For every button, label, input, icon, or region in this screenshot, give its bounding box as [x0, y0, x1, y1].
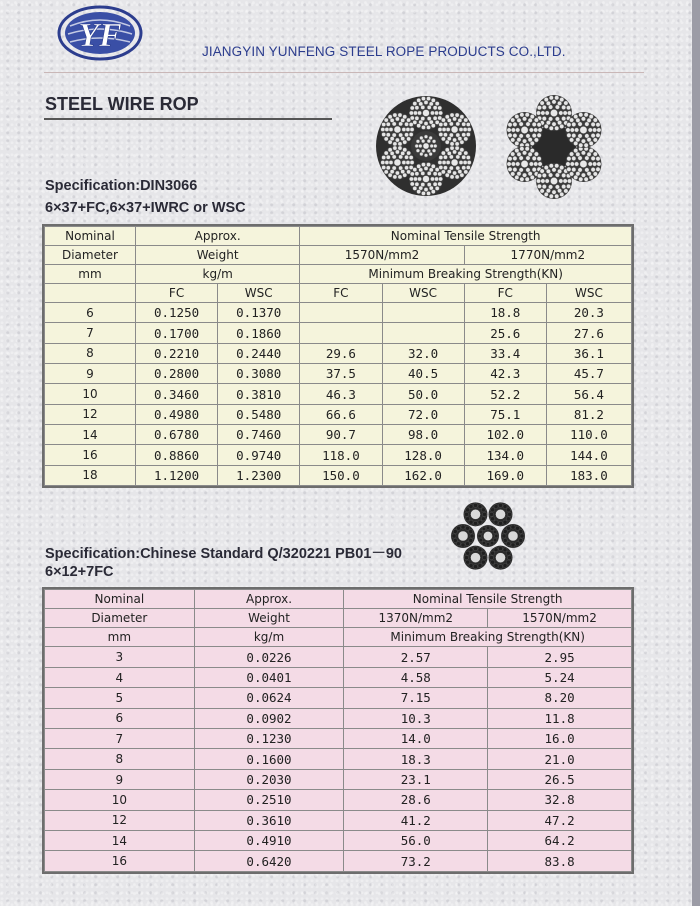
header-grade-1570: 1570N/mm2	[488, 609, 632, 628]
value-cell: 23.1	[344, 769, 488, 789]
header-divider	[44, 72, 644, 73]
value-cell: 0.3080	[218, 364, 300, 384]
diameter-cell: 10	[45, 384, 136, 404]
table2-spec-label: Specification:Chinese Standard Q/320221 PB01－90	[45, 546, 402, 562]
table-row	[45, 303, 632, 323]
table1-construction-label: 6×37+FC,6×37+IWRC or WSC	[45, 200, 246, 216]
value-cell: 56.4	[546, 384, 631, 404]
value-cell: 1.2300	[218, 465, 300, 485]
value-cell: 66.6	[300, 404, 382, 424]
header-nominal: Nominal	[45, 227, 136, 246]
value-cell: 1.1200	[135, 465, 217, 485]
value-cell: 28.6	[344, 790, 488, 810]
value-cell: 0.7460	[218, 425, 300, 445]
value-cell: 0.0624	[194, 688, 344, 708]
diameter-cell: 7	[45, 729, 195, 749]
value-cell: 144.0	[546, 445, 631, 465]
value-cell: 10.3	[344, 708, 488, 728]
value-cell: 0.4910	[194, 831, 344, 851]
company-logo	[56, 4, 144, 62]
table-row	[45, 749, 632, 769]
table-row	[45, 667, 632, 687]
diameter-cell: 3	[45, 647, 195, 667]
header-sub: WSC	[382, 284, 464, 303]
value-cell: 183.0	[546, 465, 631, 485]
table-row	[45, 647, 632, 667]
value-cell: 29.6	[300, 343, 382, 363]
value-cell: 0.6780	[135, 425, 217, 445]
value-cell: 16.0	[488, 729, 632, 749]
table-row	[45, 831, 632, 851]
diameter-cell: 12	[45, 810, 195, 830]
value-cell: 45.7	[546, 364, 631, 384]
value-cell: 0.3610	[194, 810, 344, 830]
header-grade-1570: 1570N/mm2	[300, 246, 464, 265]
value-cell: 25.6	[464, 323, 546, 343]
value-cell: 90.7	[300, 425, 382, 445]
value-cell: 46.3	[300, 384, 382, 404]
rope-section-fc-image	[496, 94, 612, 200]
header-tensile-strength: Nominal Tensile Strength	[300, 227, 632, 246]
value-cell: 0.4980	[135, 404, 217, 424]
value-cell: 73.2	[344, 851, 488, 872]
value-cell: 2.57	[344, 647, 488, 667]
diameter-cell: 7	[45, 323, 136, 343]
value-cell: 75.1	[464, 404, 546, 424]
value-cell: 18.3	[344, 749, 488, 769]
diameter-cell: 12	[45, 404, 136, 424]
company-name: JIANGYIN YUNFENG STEEL ROPE PRODUCTS CO.,LTD.	[202, 44, 566, 59]
header-tensile-strength: Nominal Tensile Strength	[344, 590, 632, 609]
table-row	[45, 810, 632, 830]
value-cell: 0.8860	[135, 445, 217, 465]
q320221-table	[42, 587, 634, 874]
value-cell: 0.3460	[135, 384, 217, 404]
value-cell: 0.9740	[218, 445, 300, 465]
diameter-cell: 5	[45, 688, 195, 708]
value-cell: 56.0	[344, 831, 488, 851]
value-cell: 0.6420	[194, 851, 344, 872]
header-sub: WSC	[546, 284, 631, 303]
header-weight: Weight	[135, 246, 299, 265]
value-cell: 0.0226	[194, 647, 344, 667]
header-nominal: Nominal	[45, 590, 195, 609]
product-title: STEEL WIRE ROP	[45, 94, 199, 114]
value-cell: 47.2	[488, 810, 632, 830]
diameter-cell: 8	[45, 343, 136, 363]
value-cell: 169.0	[464, 465, 546, 485]
header-unit-mm: mm	[45, 265, 136, 284]
diameter-cell: 16	[45, 445, 136, 465]
value-cell: 98.0	[382, 425, 464, 445]
value-cell: 32.0	[382, 343, 464, 363]
header-approx: Approx.	[135, 227, 299, 246]
value-cell: 102.0	[464, 425, 546, 445]
table-row	[45, 729, 632, 749]
value-cell	[300, 323, 382, 343]
header-unit-kgm: kg/m	[135, 265, 299, 284]
header-grade-1770: 1770N/mm2	[464, 246, 631, 265]
table-row	[45, 384, 632, 404]
table1-spec-label: Specification:DIN3066	[45, 178, 198, 194]
value-cell: 0.1370	[218, 303, 300, 323]
header-min-breaking: Minimum Breaking Strength(KN)	[344, 628, 632, 647]
value-cell: 150.0	[300, 465, 382, 485]
value-cell: 0.1700	[135, 323, 217, 343]
table-row	[45, 323, 632, 343]
value-cell: 0.3810	[218, 384, 300, 404]
header-sub: FC	[464, 284, 546, 303]
header-sub: WSC	[218, 284, 300, 303]
header-unit-mm: mm	[45, 628, 195, 647]
din3066-table	[42, 224, 634, 488]
table-row	[45, 364, 632, 384]
diameter-cell: 9	[45, 769, 195, 789]
table-row	[45, 425, 632, 445]
value-cell: 40.5	[382, 364, 464, 384]
value-cell: 20.3	[546, 303, 631, 323]
table-row	[45, 790, 632, 810]
value-cell: 0.5480	[218, 404, 300, 424]
value-cell: 0.0401	[194, 667, 344, 687]
header-approx: Approx.	[194, 590, 344, 609]
value-cell: 0.2440	[218, 343, 300, 363]
value-cell: 0.1250	[135, 303, 217, 323]
page-edge-shadow	[692, 0, 700, 906]
value-cell: 134.0	[464, 445, 546, 465]
value-cell: 37.5	[300, 364, 382, 384]
value-cell: 162.0	[382, 465, 464, 485]
header-sub: FC	[135, 284, 217, 303]
header-blank	[45, 284, 136, 303]
table-row	[45, 769, 632, 789]
header-grade-1370: 1370N/mm2	[344, 609, 488, 628]
value-cell: 0.2510	[194, 790, 344, 810]
diameter-cell: 14	[45, 831, 195, 851]
table-row	[45, 404, 632, 424]
value-cell	[382, 303, 464, 323]
table-row	[45, 708, 632, 728]
value-cell: 26.5	[488, 769, 632, 789]
table-row	[45, 688, 632, 708]
value-cell: 0.0902	[194, 708, 344, 728]
diameter-cell: 14	[45, 425, 136, 445]
diameter-cell: 18	[45, 465, 136, 485]
diameter-cell: 8	[45, 749, 195, 769]
value-cell	[382, 323, 464, 343]
table-row	[45, 851, 632, 872]
value-cell: 4.58	[344, 667, 488, 687]
header-diameter: Diameter	[45, 246, 136, 265]
diameter-cell: 10	[45, 790, 195, 810]
rope-section-iwrc-image	[370, 94, 482, 198]
value-cell: 50.0	[382, 384, 464, 404]
value-cell: 11.8	[488, 708, 632, 728]
value-cell: 7.15	[344, 688, 488, 708]
value-cell: 8.20	[488, 688, 632, 708]
value-cell: 72.0	[382, 404, 464, 424]
value-cell: 81.2	[546, 404, 631, 424]
value-cell: 0.1600	[194, 749, 344, 769]
value-cell: 0.2030	[194, 769, 344, 789]
header-sub: FC	[300, 284, 382, 303]
value-cell: 52.2	[464, 384, 546, 404]
header-weight: Weight	[194, 609, 344, 628]
diameter-cell: 9	[45, 364, 136, 384]
value-cell: 118.0	[300, 445, 382, 465]
title-underline	[44, 118, 332, 120]
table-row	[45, 343, 632, 363]
table2-construction-label: 6×12+7FC	[45, 564, 114, 580]
value-cell: 41.2	[344, 810, 488, 830]
header-diameter: Diameter	[45, 609, 195, 628]
value-cell: 5.24	[488, 667, 632, 687]
value-cell: 83.8	[488, 851, 632, 872]
value-cell: 128.0	[382, 445, 464, 465]
value-cell: 2.95	[488, 647, 632, 667]
value-cell: 14.0	[344, 729, 488, 749]
rope-section-6x12-image	[446, 496, 530, 576]
header-min-breaking: Minimum Breaking Strength(KN)	[300, 265, 632, 284]
logo-lettering: YF	[78, 17, 122, 54]
value-cell: 0.2210	[135, 343, 217, 363]
value-cell: 0.1230	[194, 729, 344, 749]
value-cell: 42.3	[464, 364, 546, 384]
value-cell: 27.6	[546, 323, 631, 343]
table-row	[45, 465, 632, 485]
diameter-cell: 6	[45, 303, 136, 323]
value-cell: 32.8	[488, 790, 632, 810]
value-cell: 33.4	[464, 343, 546, 363]
diameter-cell: 4	[45, 667, 195, 687]
value-cell	[300, 303, 382, 323]
value-cell: 0.2800	[135, 364, 217, 384]
value-cell: 0.1860	[218, 323, 300, 343]
value-cell: 18.8	[464, 303, 546, 323]
value-cell: 110.0	[546, 425, 631, 445]
value-cell: 36.1	[546, 343, 631, 363]
table-row	[45, 445, 632, 465]
diameter-cell: 16	[45, 851, 195, 872]
value-cell: 64.2	[488, 831, 632, 851]
value-cell: 21.0	[488, 749, 632, 769]
diameter-cell: 6	[45, 708, 195, 728]
header-unit-kgm: kg/m	[194, 628, 344, 647]
